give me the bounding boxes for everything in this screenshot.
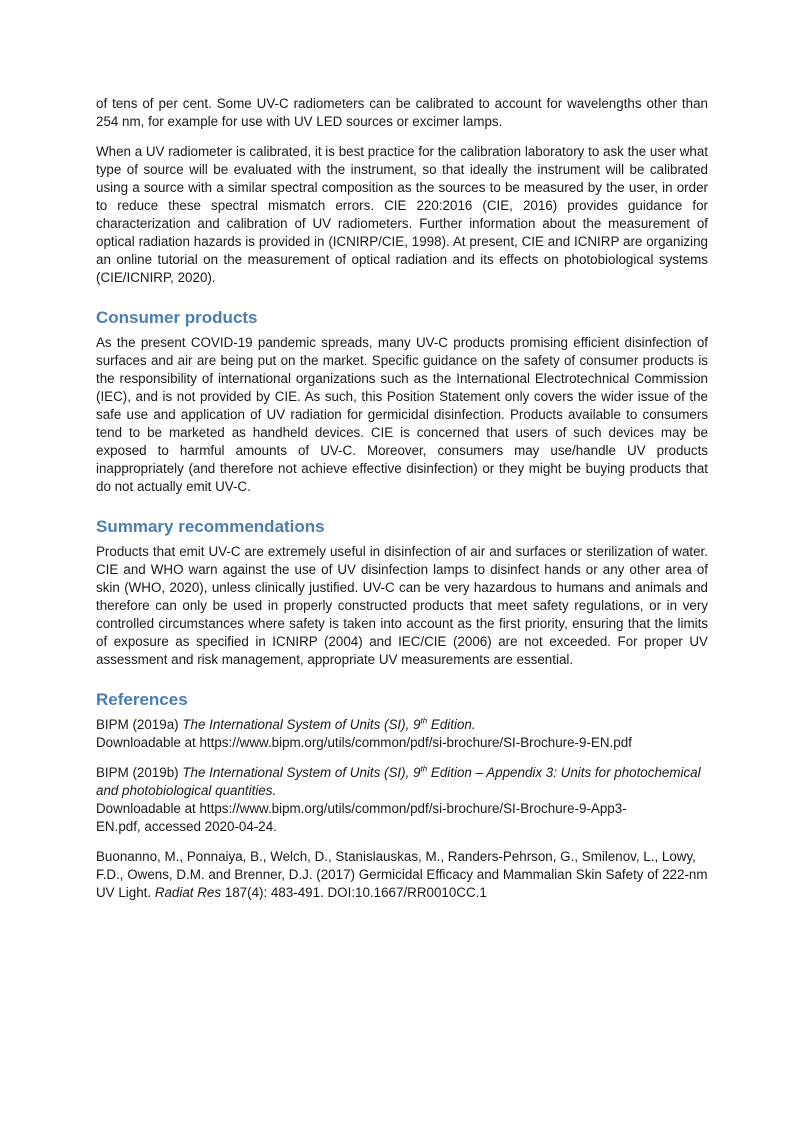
reference-citation — [96, 848, 708, 902]
reference-buonanno-2017 — [96, 848, 708, 902]
reference-author: BIPM (2019a) — [96, 717, 183, 732]
reference-title-part: Edition – Appendix 3: Units for photochemical and photobiological quantities. — [96, 765, 701, 798]
document-page — [96, 95, 708, 914]
summary-recommendations-paragraph: Products that emit UV-C are extremely useful in disinfection of air and surfaces or sterilization of water. CIE and WHO warn against the use of UV disinfection lamps to disinfect hands or any other area of skin (WHO, 2020), unless clinically justified. UV-C can be very hazardous to humans and animals and therefore can only be used in properly constructed products that meet safety regulations, or in very controlled circumstances where safety is taken into account as the first priority, ensuring that the limits of exposure as specified in ICNIRP (2004) and IEC/CIE (2006) are not exceeded. For proper UV assessment and risk management, appropriate UV measurements are essential. — [96, 544, 708, 667]
reference-text: Buonanno, M., Ponnaiya, B., Welch, D., Stanislauskas, M., Randers-Pehrson, G., Smilenov, L., Lowy, F.D., Owens, D.M. and Brenner, D.J. (2017) Germicidal Efficacy and Mammalian Skin Safety of 222-nm UV Light. — [96, 849, 708, 900]
reference-title-part: Edition. — [427, 717, 476, 732]
reference-journal: Radiat Res — [154, 885, 222, 900]
consumer-products-paragraph: As the present COVID-19 pandemic spreads, many UV-C products promising efficient disinfection of surfaces and air are being put on the market. Specific guidance on the safety of consumer products is the responsibility of international organizations such as the International Electrotechnical Commission (IEC), and is not provided by CIE. As such, this Position Statement only covers the wider issue of the safe use and application of UV radiation for germicidal disinfection. Products available to consumers tend to be marketed as handheld devices. CIE is concerned that users of such devices may be exposed to harmful amounts of UV-C. Moreover, consumers may use/handle UV products inappropriately (and therefore not achieve effective disinfection) or they might be buying products that do not actually emit UV-C. — [96, 335, 708, 494]
references-heading: References — [96, 690, 188, 709]
intro-paragraph-2: When a UV radiometer is calibrated, it is best practice for the calibration laboratory to ask the user what type of source will be evaluated with the instrument, so that ideally the instrument will be calibrated using a source with a similar spectral composition as the sources to be measured by the user, in order to reduce these spectral mismatch errors. CIE 220:2016 (CIE, 2016) provides guidance for characterization and calibration of UV radiometers. Further information about the measurement of optical radiation hazards is provided in (ICNIRP/CIE, 1998). At present, CIE and ICNIRP are organizing an online tutorial on the measurement of optical radiation and its effects on photobiological systems (CIE/ICNIRP, 2020). — [96, 144, 708, 285]
consumer-products-heading: Consumer products — [96, 308, 258, 327]
summary-recommendations-heading: Summary recommendations — [96, 517, 325, 536]
reference-title-part: The International System of Units (SI), 9 — [182, 765, 421, 780]
ordinal-superscript: th — [420, 764, 428, 774]
reference-title — [182, 717, 475, 732]
ordinal-superscript: th — [420, 716, 428, 726]
reference-citation — [96, 764, 708, 800]
reference-download-continued: EN.pdf, accessed 2020-04-24. — [96, 819, 277, 834]
reference-title-part: The International System of Units (SI), 9 — [182, 717, 421, 732]
reference-citation — [96, 716, 708, 734]
reference-download-link[interactable]: Downloadable at https://www.bipm.org/utils/common/pdf/si-brochure/SI-Brochure-9-App3- — [96, 801, 627, 816]
intro-paragraph-1: of tens of per cent. Some UV-C radiometers can be calibrated to account for wavelengths other than 254 nm, for example for use with UV LED sources or excimer lamps. — [96, 96, 708, 129]
reference-download-link[interactable]: Downloadable at https://www.bipm.org/utils/common/pdf/si-brochure/SI-Brochure-9-EN.pdf — [96, 735, 632, 750]
reference-bipm-2019a — [96, 716, 708, 752]
reference-author: BIPM (2019b) — [96, 765, 183, 780]
reference-title — [96, 765, 701, 798]
reference-text: 187(4): 483-491. DOI:10.1667/RR0010CC.1 — [221, 885, 487, 900]
reference-bipm-2019b — [96, 764, 708, 836]
